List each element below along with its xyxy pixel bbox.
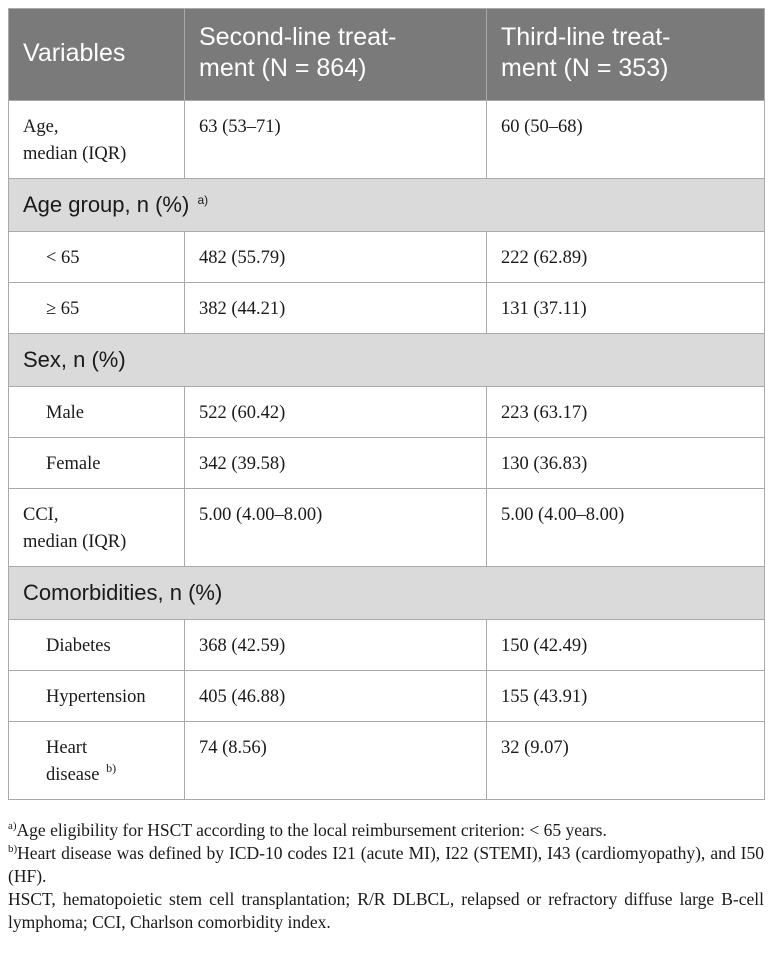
table-row [9, 671, 765, 722]
row-label: Hypertension [9, 671, 185, 722]
cell-second-line: 5.00 (4.00–8.00) [185, 489, 487, 567]
cci-label-l2: median (IQR) [23, 532, 127, 552]
header-third-line [487, 9, 765, 101]
cell-third-line: 5.00 (4.00–8.00) [487, 489, 765, 567]
row-label [9, 489, 185, 567]
row-label: Female [9, 438, 185, 489]
table-row [9, 232, 765, 283]
characteristics-table-container [8, 8, 764, 800]
section-row-comorbidities [9, 567, 765, 620]
age-label-l2: median (IQR) [23, 144, 127, 164]
row-label [9, 101, 185, 179]
heart-label-l1: Heart [46, 738, 88, 758]
section-title-text: Age group, n (%) [23, 192, 190, 217]
cell-second-line: 368 (42.59) [185, 620, 487, 671]
cell-second-line: 482 (55.79) [185, 232, 487, 283]
cell-second-line: 405 (46.88) [185, 671, 487, 722]
footnote-b-text: Heart disease was defined by ICD-10 codes I21 (acute MI), I22 (STEMI), I43 (cardiomyopathy), and I50 (HF). [8, 843, 764, 886]
header-second-line [185, 9, 487, 101]
row-label: Diabetes [9, 620, 185, 671]
heart-label-l2: disease [46, 765, 100, 785]
age-label-l1: Age, [23, 117, 59, 137]
cell-third-line: 60 (50–68) [487, 101, 765, 179]
cell-second-line: 63 (53–71) [185, 101, 487, 179]
footnote-a [8, 819, 764, 842]
cci-label-l1: CCI, [23, 505, 59, 525]
cell-third-line: 155 (43.91) [487, 671, 765, 722]
footnote-b-mark: b) [8, 843, 18, 855]
table-row-age-median [9, 101, 765, 179]
row-label: Male [9, 387, 185, 438]
section-title: Sex, n (%) [9, 334, 765, 387]
cell-third-line: 32 (9.07) [487, 722, 765, 800]
table-row-cci [9, 489, 765, 567]
footnote-a-text: Age eligibility for HSCT according to the local reimbursement criterion: < 65 years. [16, 820, 607, 840]
footnote-abbreviations: HSCT, hematopoietic stem cell transplantation; R/R DLBCL, relapsed or refractory diffuse large B-cell lymphoma; CCI, Charlson comorbidity index. [8, 889, 764, 932]
section-row-age-group [9, 179, 765, 232]
cell-second-line: 382 (44.21) [185, 283, 487, 334]
table-row-heart-disease [9, 722, 765, 800]
characteristics-table [8, 8, 765, 800]
table-row [9, 387, 765, 438]
section-row-sex [9, 334, 765, 387]
section-title: Comorbidities, n (%) [9, 567, 765, 620]
footnote-marker-a: a) [197, 193, 209, 207]
table-row [9, 620, 765, 671]
footnote-a-mark: a) [8, 820, 17, 832]
header-variables-text: Variables [23, 38, 126, 67]
cell-second-line: 74 (8.56) [185, 722, 487, 800]
section-title [9, 179, 765, 232]
table-row [9, 438, 765, 489]
header-row [9, 9, 765, 101]
cell-third-line: 223 (63.17) [487, 387, 765, 438]
cell-third-line: 130 (36.83) [487, 438, 765, 489]
footnote-marker-b: b) [106, 761, 117, 775]
cell-third-line: 222 (62.89) [487, 232, 765, 283]
header-third-line-l1: Third-line treat- [501, 23, 671, 51]
footnote-b [8, 842, 764, 888]
header-variables [9, 9, 185, 101]
header-second-line-l1: Second-line treat- [199, 23, 397, 51]
header-third-line-l2: ment (N = 353) [501, 54, 669, 82]
cell-second-line: 342 (39.58) [185, 438, 487, 489]
cell-third-line: 150 (42.49) [487, 620, 765, 671]
row-label: ≥ 65 [9, 283, 185, 334]
row-label: < 65 [9, 232, 185, 283]
table-footnotes [8, 819, 764, 934]
table-row [9, 283, 765, 334]
cell-second-line: 522 (60.42) [185, 387, 487, 438]
cell-third-line: 131 (37.11) [487, 283, 765, 334]
row-label [9, 722, 185, 800]
header-second-line-l2: ment (N = 864) [199, 54, 367, 82]
